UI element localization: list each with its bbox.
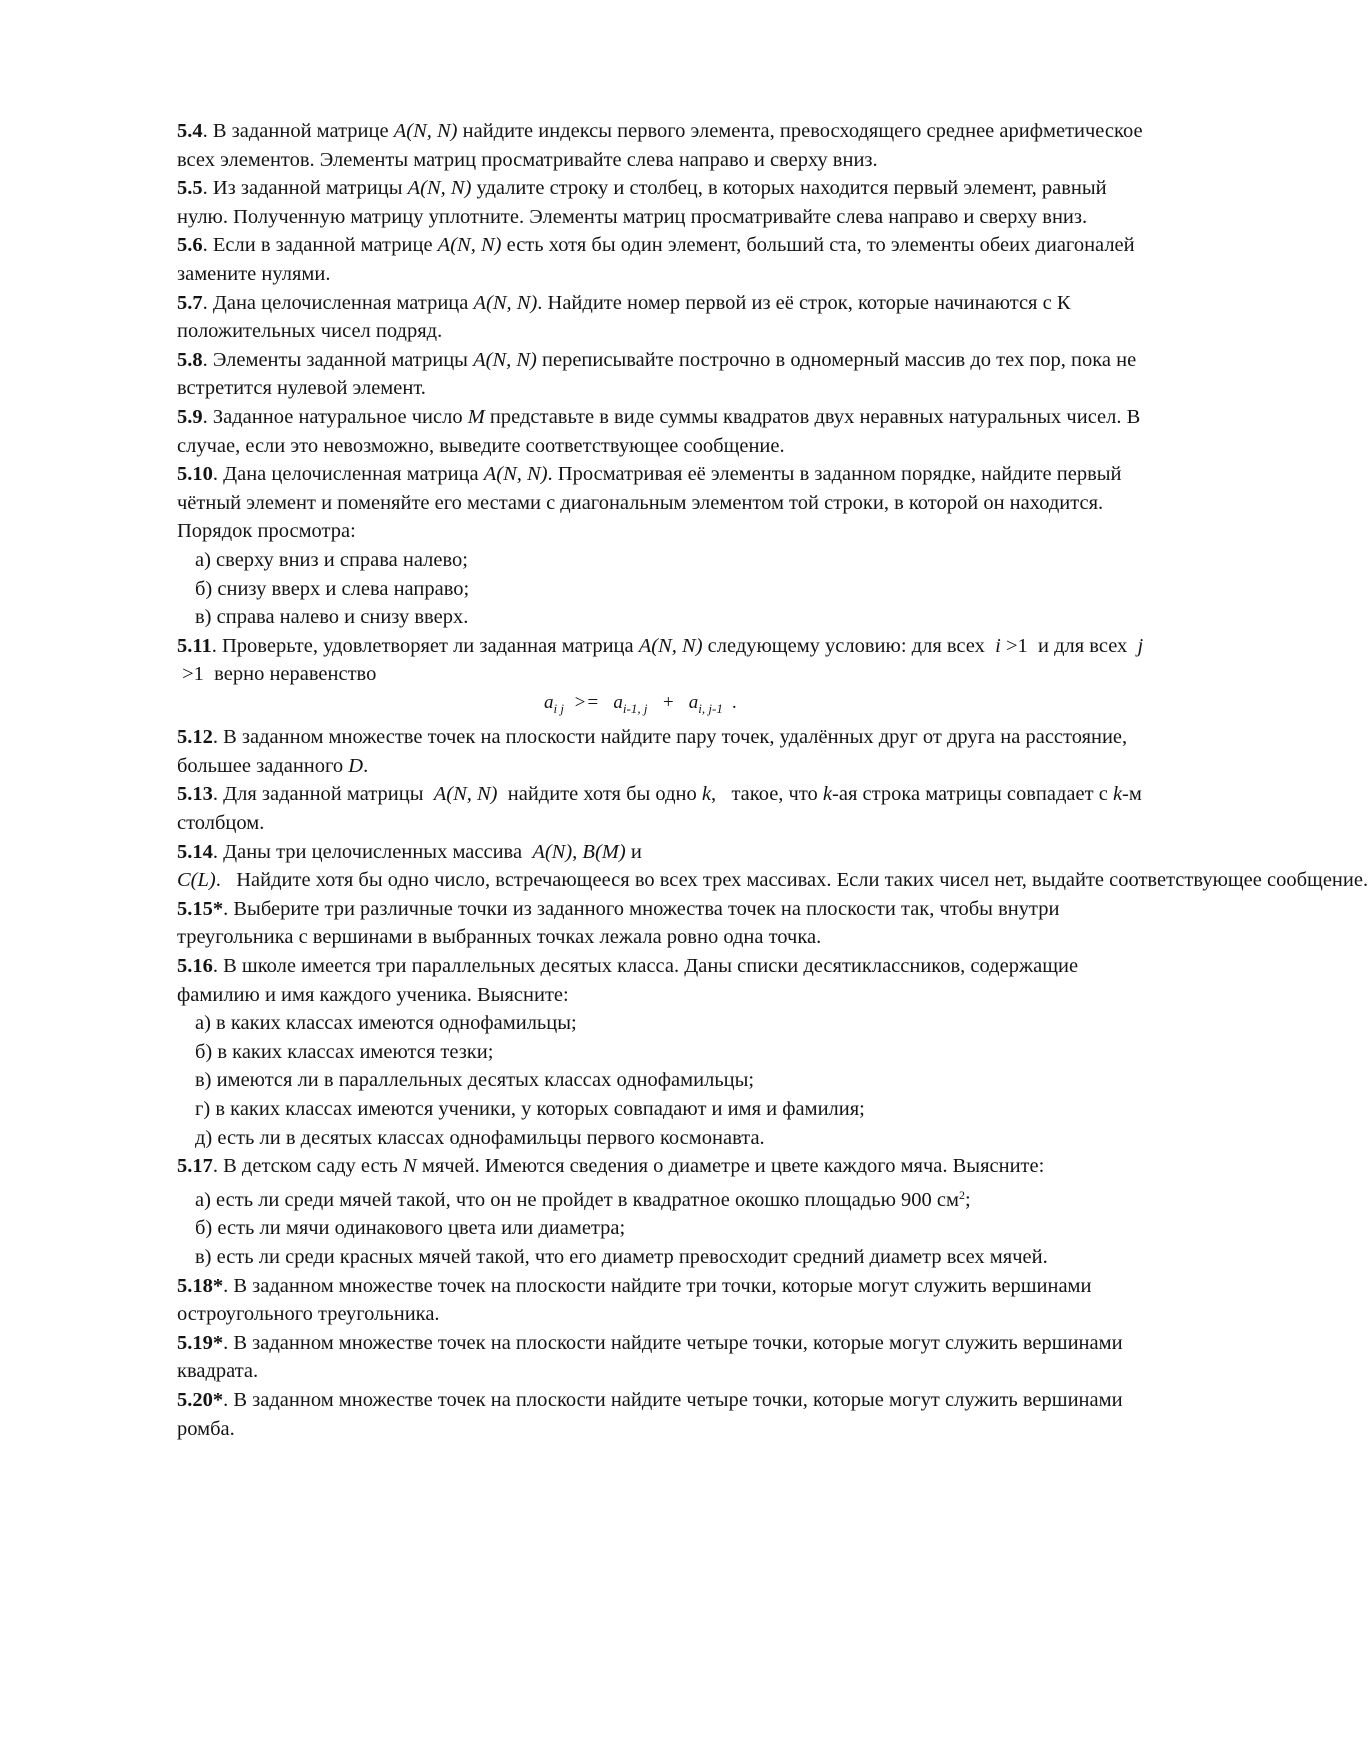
task-5-5 [177,174,1157,231]
task-text: . В заданном множестве точек на плоскости найдите три точки, которые могут служить вершинами остроугольного треугольника. [177,1274,1092,1326]
task-text: . Выберите три различные точки из заданного множества точек на плоскости так, чтобы внутри треугольника с вершинами в выбранных точках лежала ровно одна точка. [177,897,1060,949]
task-text: -ая строка матрицы совпадает с [832,783,1113,806]
matrix-name: A(N, N) [407,177,472,200]
task-5-18 [177,1272,1157,1329]
task-5-7 [177,289,1157,346]
task-5-8 [177,346,1157,403]
list-item: д) есть ли в десятых классах однофамильцы первого космонавта. [195,1126,765,1149]
task-number: 5.18* [177,1274,224,1297]
task-text: переписывайте построчно в одномерный массив до тех пор, пока не встретится нулевой элемент. [177,348,1137,400]
task-text: . Из заданной матрицы [202,177,408,200]
task-5-6 [177,231,1157,288]
task-text: . Для заданной матрицы [212,783,434,806]
task-text: >1 и для всех [1000,634,1138,657]
list-item: в) есть ли среди красных мячей такой, что его диаметр превосходит средний диаметр всех мячей. [195,1245,1048,1268]
task-number: 5.4 [177,120,203,142]
task-5-10 [177,460,1157,546]
array-name: A(N) [532,840,573,863]
list-item: б) есть ли мячи одинакового цвета или диаметра; [195,1217,626,1240]
list-item: б) снизу вверх и слева направо; [195,577,470,600]
document-page [177,117,1368,1443]
task-text: . В заданной матрице [202,120,394,142]
task-text: . [363,754,369,777]
matrix-name: A(N, N) [393,120,458,142]
variable-name: D [348,754,364,777]
task-5-13 [177,780,1157,837]
task-number: 5.9 [177,405,203,428]
array-name: B(M) [582,840,626,863]
task-5-19 [177,1329,1157,1386]
superscript: 2 [958,1187,965,1202]
list-item: а) сверху вниз и справа налево; [195,548,468,571]
task-text: . В детском саду есть [212,1155,404,1178]
variable-name: k [701,783,711,806]
task-text: . В школе имеется три параллельных десятых класса. Даны списки десятиклассников, содержащие фамилию и имя каждого ученика. Выясните: [177,955,1079,1006]
task-text: . Найдите хотя бы одно число, встречающееся во всех трех массивах. Если таких чисел нет, выдайте соответствующее сообщение. [215,869,1368,892]
list-item: б) в каких классах имеются тезки; [195,1040,494,1063]
list-item-end: ; [964,1188,971,1211]
formula-term: a [544,691,554,713]
variable-name: k [822,783,833,806]
task-text: представьте в виде суммы квадратов двух неравных натуральных чисел. В случае, если это невозможно, выведите соответствующее сообщение. [177,405,1141,457]
task-5-12 [177,723,1157,780]
task-5-20 [177,1386,1157,1443]
task-number: 5.15* [177,897,224,920]
formula-operator: >= [563,691,614,713]
formula-subscript: i j [553,700,564,716]
task-number: 5.13 [177,783,213,806]
task-text: , такое, что [710,783,823,806]
variable-name: N [403,1155,417,1178]
task-text: >1 верно неравенство [177,663,377,686]
list-item-text: а) есть ли среди мячей такой, что он не пройдет в квадратное окошко площадью 900 см [195,1188,959,1211]
variable-name: M [467,405,485,428]
formula-subscript: i, j-1 [698,700,723,716]
list-item: г) в каких классах имеются ученики, у которых совпадают и имя и фамилия; [195,1097,865,1120]
task-text: . Просматривая её элементы в заданном порядке, найдите первый чётный элемент и поменяйте его местами с диагональным элементом той строки, в которой он находится. Порядок просмотра: [177,463,1122,543]
formula-term: a [613,691,623,713]
task-number: 5.17 [177,1155,213,1178]
task-text: найдите хотя бы одно [497,783,702,806]
task-text: . В заданном множестве точек на плоскости найдите четыре точки, которые могут служить вершинами ромба. [177,1388,1123,1440]
variable-name: j [1137,634,1144,657]
task-text: . Проверьте, удовлетворяет ли заданная матрица [211,634,639,657]
matrix-name: A(N, N) [638,634,703,657]
task-5-17 [177,1152,1157,1181]
formula-subscript: i-1, j [622,700,648,716]
task-5-16 [177,952,1157,1009]
task-number: 5.11 [177,634,212,657]
formula-end: . [722,691,738,713]
task-text: . Заданное натуральное число [202,405,468,428]
inequality-formula [177,689,1157,723]
array-name: C(L) [177,869,216,892]
task-5-4 [177,117,1157,174]
task-text: . Найдите номер первой из её строк, которые начинаются с К положительных чисел подряд. [177,291,1071,343]
matrix-name: A(N, N) [433,783,498,806]
task-text: . В заданном множестве точек на плоскости найдите пару точек, удалённых друг от друга на расстояние, большее заданного [177,726,1128,777]
task-text: . В заданном множестве точек на плоскости найдите четыре точки, которые могут служить вершинами квадрата. [177,1331,1123,1383]
matrix-name: A(N, N) [483,463,548,486]
formula-operator: + [647,691,689,713]
task-number: 5.5 [177,177,203,200]
formula-term: a [688,691,699,713]
task-5-14 [177,838,1368,895]
task-5-9 [177,403,1157,460]
task-text: удалите строку и столбец, в которых находится первый элемент, равный нулю. Полученную матрицу уплотните. Элементы матриц просматривайте слева направо и сверху вниз. [177,177,1107,228]
task-number: 5.6 [177,234,203,257]
task-text: . Даны три целочисленных массива [212,840,533,863]
task-number: 5.20* [177,1388,224,1411]
matrix-name: A(N, N) [437,234,502,257]
task-number: 5.16 [177,955,213,978]
task-text: следующему условию: для всех [702,634,996,657]
matrix-name: A(N, N) [473,291,538,314]
task-number: 5.14 [177,840,213,863]
matrix-name: A(N, N) [473,348,537,371]
task-text: . Элементы заданной матрицы [202,348,474,371]
task-5-15 [177,895,1157,952]
list-item: в) справа налево и снизу вверх. [195,606,469,629]
task-5-11 [177,632,1157,689]
task-text: , [572,840,583,863]
task-text: . Если в заданной матрице [202,234,438,257]
variable-name: k [1112,783,1123,806]
task-text: и [625,840,642,863]
task-number: 5.7 [177,291,203,314]
task-number: 5.19* [177,1331,224,1354]
task-text: есть хотя бы один элемент, больший ста, то элементы обеих диагоналей замените нулями. [177,234,1135,285]
list-item [177,1181,1157,1215]
list-item: а) в каких классах имеются однофамильцы; [195,1012,577,1035]
task-number: 5.10 [177,463,213,486]
task-text: . Дана целочисленная матрица [202,291,474,314]
task-text: мячей. Имеются сведения о диаметре и цвете каждого мяча. Выясните: [416,1155,1045,1178]
task-text: -м столбцом. [177,783,1142,835]
task-text: найдите индексы первого элемента, превосходящего среднее арифметическое всех элементов. Элементы матриц просматривайте слева направо и сверху вниз. [177,120,1143,171]
task-text: . Дана целочисленная матрица [212,463,484,486]
list-item: в) имеются ли в параллельных десятых классах однофамильцы; [195,1069,755,1092]
variable-name: i [995,634,1001,657]
task-number: 5.8 [177,348,203,371]
task-number: 5.12 [177,726,213,749]
